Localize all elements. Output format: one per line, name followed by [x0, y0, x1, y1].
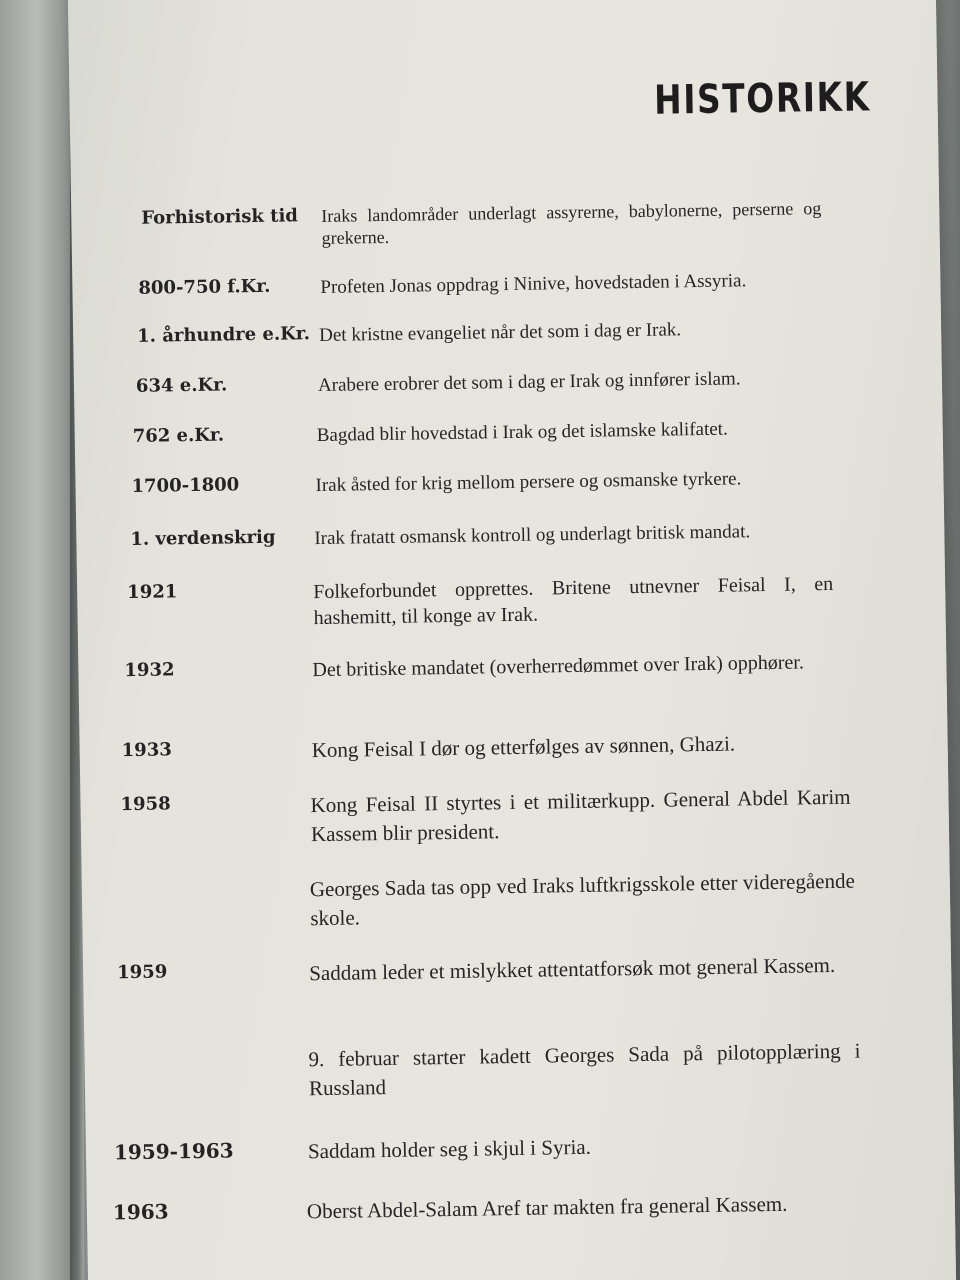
entry-date: 1. århundre e.Kr.	[137, 323, 311, 347]
timeline-entry	[71, 195, 939, 248]
entry-date: 1921	[127, 581, 178, 604]
entry-text: Det kristne evangeliet når det som i dag er Irak.	[319, 319, 682, 346]
entry-text: Kong Feisal II styrtes i et militærkupp. General Abdel Karim Kassem blir president.	[310, 784, 851, 847]
entry-text: Det britiske mandatet (overherredømmet over Irak) opphører.	[312, 651, 805, 682]
entry-date: 1959-1963	[113, 1138, 234, 1165]
entry-text: Profeten Jonas oppdrag i Ninive, hovedstaden i Assyria.	[320, 270, 747, 298]
timeline-entry	[84, 1035, 952, 1101]
entry-text: Iraks landområder underlagt assyrerne, babylonerne, perserne og grekerne.	[321, 198, 822, 248]
entry-date: 762 e.Kr.	[132, 424, 225, 447]
timeline-entry	[75, 463, 943, 497]
entry-date: 800-750 f.Kr.	[138, 275, 271, 299]
timeline-entry	[73, 313, 941, 347]
entry-text: Georges Sada tas opp ved Iraks luftkrigsskole etter videregående skole.	[309, 868, 856, 931]
timeline-entry	[75, 413, 943, 447]
entry-date: 1933	[121, 739, 172, 762]
entry-text: Kong Feisal I dør og etterfølges av sønnen, Ghazi.	[311, 731, 736, 763]
entry-text: 9. februar starter kadett Georges Sada på pilotopplæring i Russland	[308, 1038, 861, 1101]
timeline-entry	[78, 647, 946, 682]
timeline-entry	[77, 569, 945, 630]
entry-text: Irak fratatt osmansk kontroll og underlagt britisk mandat.	[314, 521, 751, 550]
timeline-entry	[76, 516, 944, 550]
entry-text: Arabere erobrer det som i dag er Irak og innfører islam.	[317, 368, 741, 397]
entry-date: 1958	[120, 793, 171, 816]
timeline-entry	[74, 363, 942, 397]
entry-text: Bagdad blir hovedstad i Irak og det islamske kalifatet.	[316, 418, 728, 447]
timeline-entry	[72, 265, 940, 299]
entry-text: Saddam leder et mislykket attentatforsøk mot general Kassem.	[309, 952, 836, 986]
book-page	[68, 0, 957, 1280]
timeline-entry	[87, 1187, 955, 1225]
entry-date: 1963	[112, 1199, 169, 1225]
entry-text: Oberst Abdel-Salam Aref tar makten fra general Kassem.	[306, 1191, 788, 1224]
entry-text: Irak åsted for krig mellom persere og osmanske tyrkere.	[315, 468, 742, 497]
entry-date: 1932	[124, 659, 175, 682]
entry-text: Saddam holder seg i skjul i Syria.	[307, 1134, 592, 1164]
entry-date: 1700-1800	[131, 474, 240, 497]
page-title: HISTORIKK	[653, 74, 872, 124]
entry-date: 634 e.Kr.	[135, 374, 228, 397]
entry-text: Folkeforbundet opprettes. Britene utnevner Feisal I, en hashemitt, til konge av Irak.	[313, 572, 834, 630]
timeline-entry	[82, 865, 950, 931]
entry-date: 1959	[117, 961, 168, 984]
timeline-entry	[86, 1127, 954, 1165]
timeline-entry	[83, 949, 951, 986]
left-page-edge	[0, 0, 80, 1280]
timeline-entry	[80, 727, 948, 763]
entry-date: 1. verdenskrig	[130, 526, 276, 550]
entry-date: Forhistorisk tid	[141, 205, 299, 229]
timeline-entry	[80, 781, 948, 847]
